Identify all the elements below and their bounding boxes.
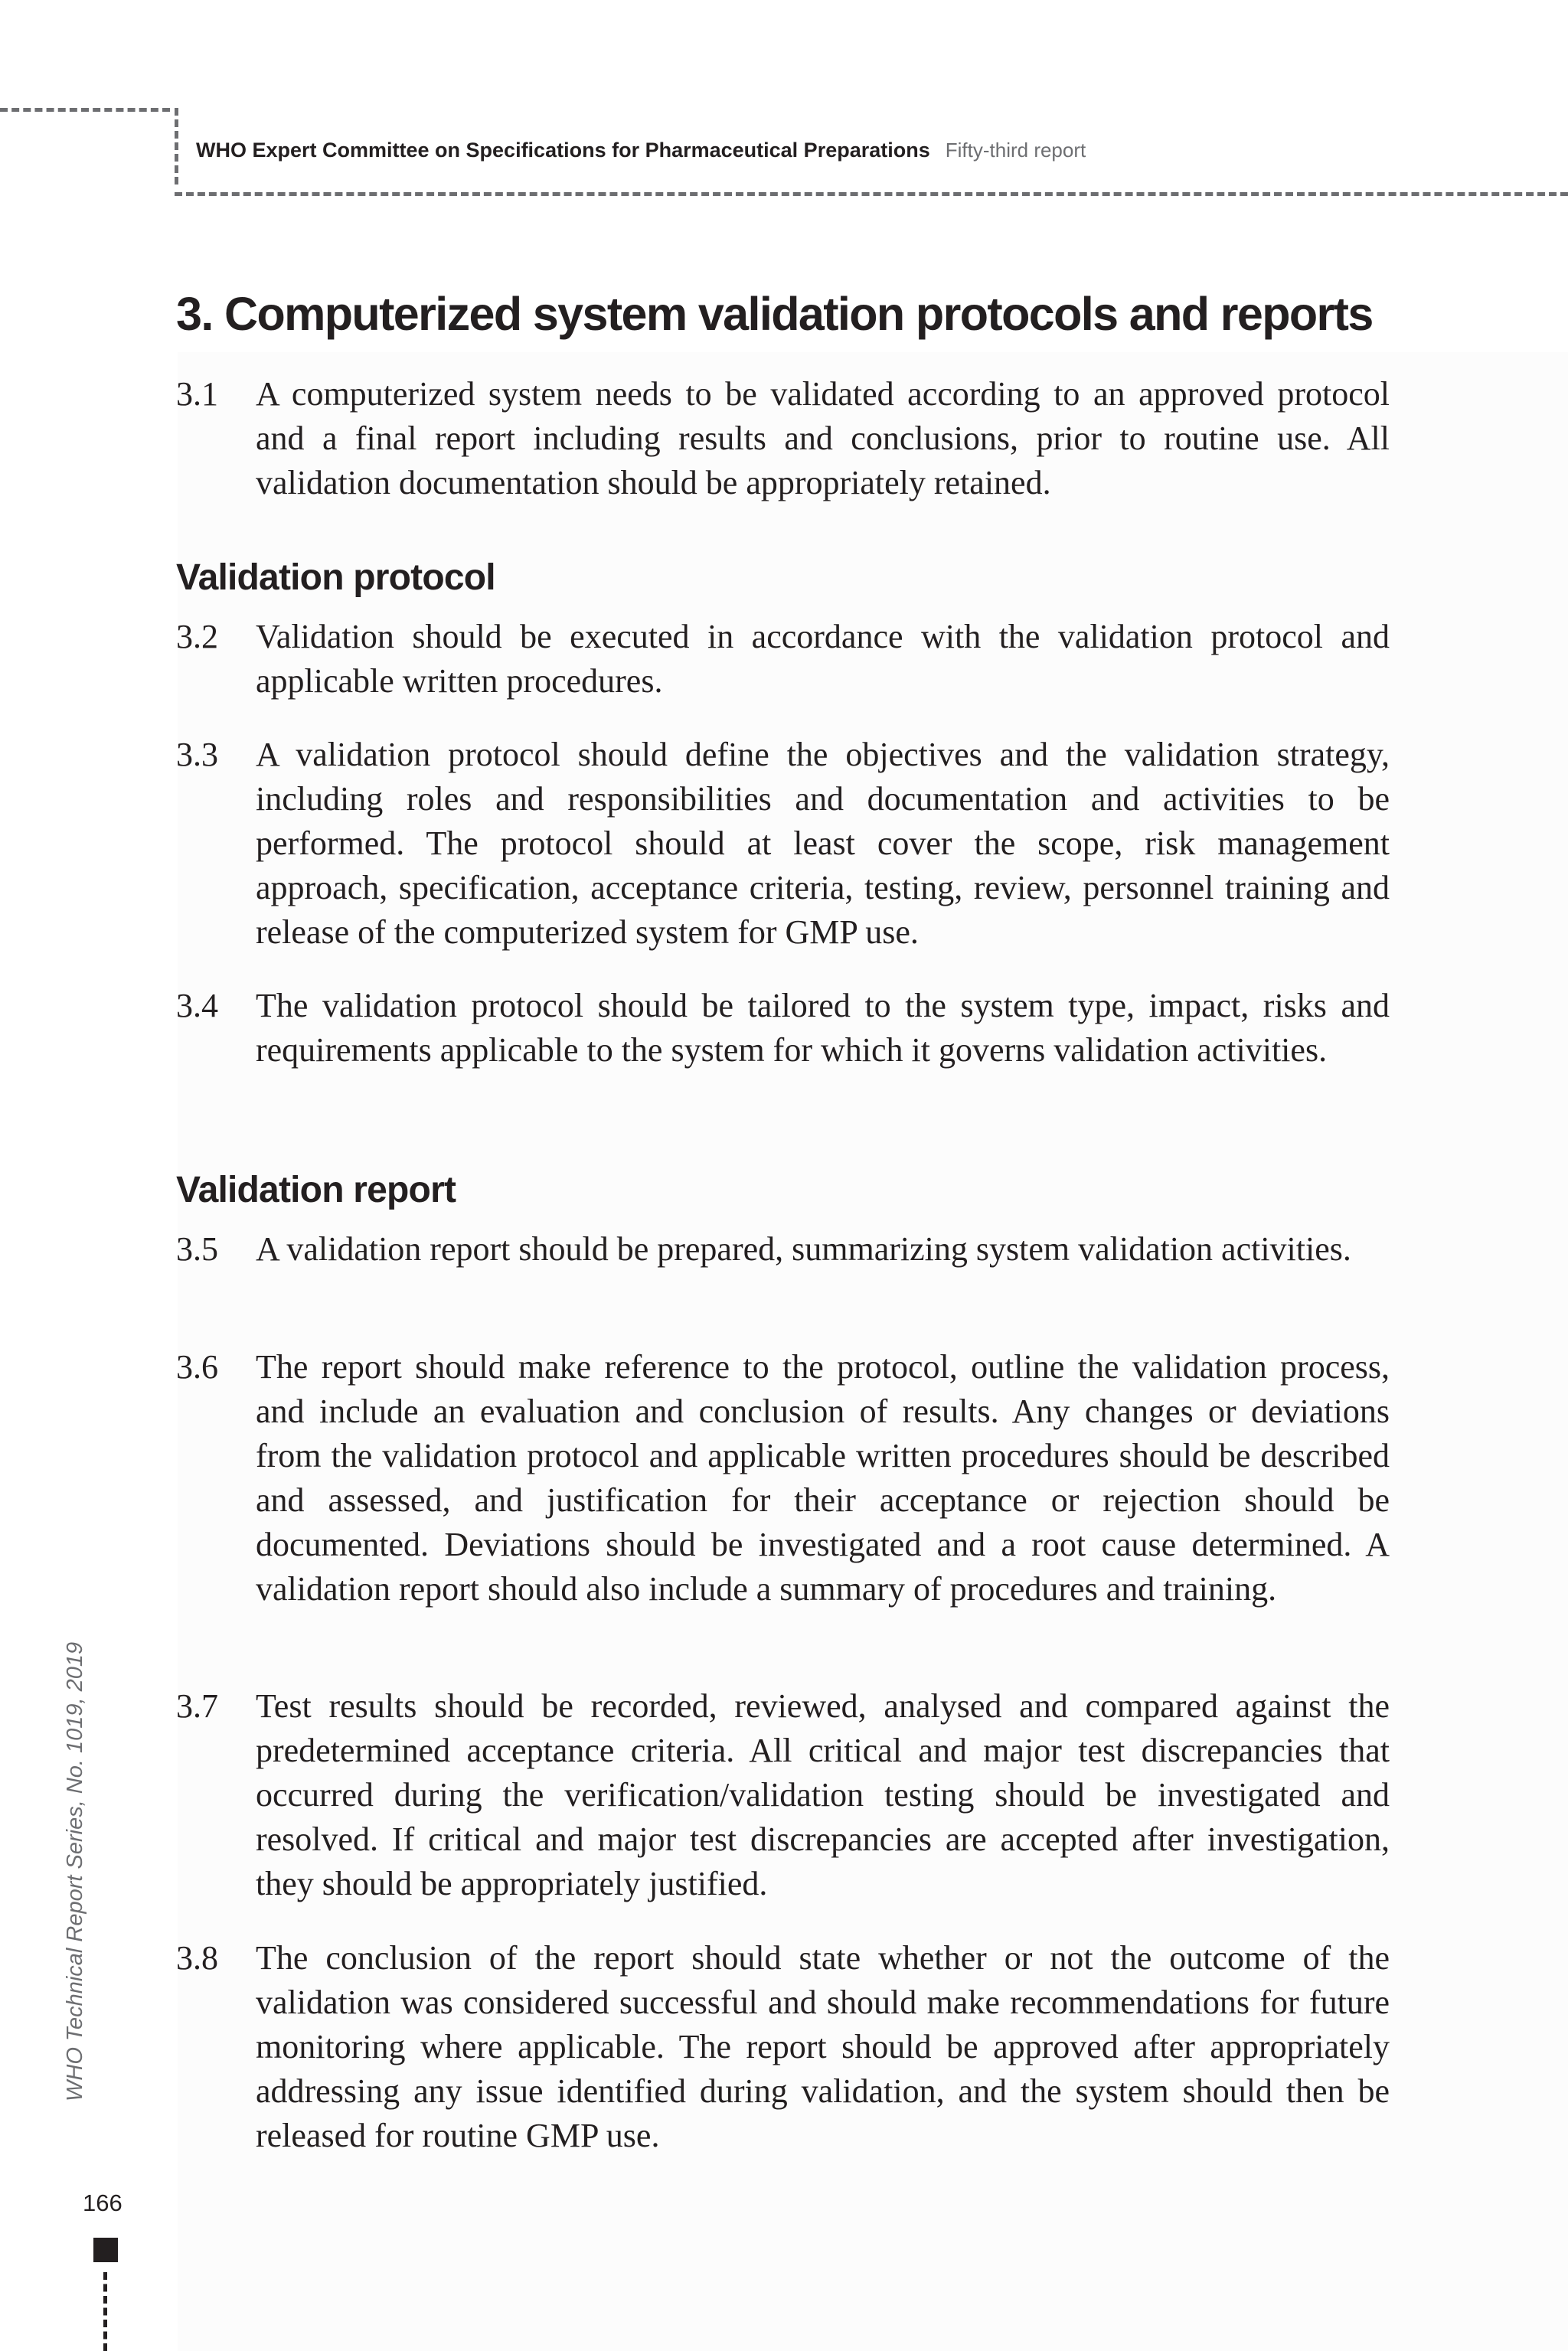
paragraph-text: The report should make reference to the protocol, outline the validation process, and include an evaluation and conclusion of results. Any changes or deviations from the validation protocol and applicable written procedures should be described and assessed, and justification for their acceptance or rejection should be documented. Deviations should be investigated and a root cause determined. A validation report should also include a summary of procedures and training. bbox=[256, 1348, 1390, 1608]
paragraph-number: 3.6 bbox=[176, 1348, 218, 1386]
paragraph-3-3 bbox=[176, 733, 1390, 955]
paragraph-number: 3.7 bbox=[176, 1687, 218, 1725]
paragraph-number: 3.5 bbox=[176, 1230, 218, 1268]
header-committee-name: WHO Expert Committee on Specifications for Pharmaceutical Preparations bbox=[196, 139, 930, 162]
paragraph-3-1 bbox=[176, 372, 1390, 505]
page-marker-square bbox=[93, 2238, 118, 2262]
paragraph-3-7 bbox=[176, 1684, 1390, 1906]
paragraph-number: 3.1 bbox=[176, 375, 218, 413]
paragraph-3-8 bbox=[176, 1936, 1390, 2158]
paragraph-text: A computerized system needs to be validated according to an approved protocol and a final report including results and conclusions, prior to routine use. All validation documentation should be appropriately retained. bbox=[256, 375, 1390, 501]
paragraph-3-6 bbox=[176, 1345, 1390, 1611]
paragraph-text: Validation should be executed in accordance with the validation protocol and applicable written procedures. bbox=[256, 618, 1390, 700]
series-label: WHO Technical Report Series, No. 1019, 2019 bbox=[63, 1641, 87, 2101]
paragraph-text: A validation protocol should define the objectives and the validation strategy, including roles and responsibilities and documentation and activities to be performed. The protocol should at least cover the scope, risk management approach, specification, acceptance criteria, testing, review, personnel training and release of the computerized system for GMP use. bbox=[256, 736, 1390, 951]
paragraph-number: 3.8 bbox=[176, 1939, 218, 1977]
header-top-rule bbox=[0, 108, 170, 112]
subheading-validation-protocol: Validation protocol bbox=[176, 557, 495, 598]
header-report-name: Fifty-third report bbox=[945, 139, 1086, 162]
paragraph-text: The conclusion of the report should state whether or not the outcome of the validation was considered successful and should make recommendations for future monitoring where applicable. The report should be approved after appropriately addressing any issue identified during validation, and the system should then be released for routine GMP use. bbox=[256, 1939, 1390, 2154]
section-title: 3. Computerized system validation protocols and reports bbox=[176, 288, 1373, 340]
running-header bbox=[196, 135, 1086, 169]
paragraph-text: A validation report should be prepared, summarizing system validation activities. bbox=[256, 1230, 1351, 1268]
paragraph-number: 3.4 bbox=[176, 987, 218, 1024]
header-vertical-rule bbox=[175, 108, 178, 184]
paragraph-number: 3.2 bbox=[176, 618, 218, 655]
paragraph-3-2 bbox=[176, 615, 1390, 704]
page-number: 166 bbox=[83, 2189, 122, 2216]
paragraph-number: 3.3 bbox=[176, 736, 218, 773]
paragraph-3-4 bbox=[176, 984, 1390, 1073]
header-bottom-rule bbox=[175, 192, 1568, 196]
subheading-validation-report: Validation report bbox=[176, 1170, 456, 1210]
paragraph-text: Test results should be recorded, reviewed, analysed and compared against the predetermined acceptance criteria. All critical and major test discrepancies that occurred during the verification/validation testing should be investigated and resolved. If critical and major test discrepancies are accepted after investigation, they should be appropriately justified. bbox=[256, 1687, 1390, 1902]
paragraph-text: The validation protocol should be tailored to the system type, impact, risks and requirements applicable to the system for which it governs validation activities. bbox=[256, 987, 1390, 1069]
paragraph-3-5 bbox=[176, 1227, 1390, 1272]
footer-dashed-rule bbox=[103, 2272, 107, 2351]
